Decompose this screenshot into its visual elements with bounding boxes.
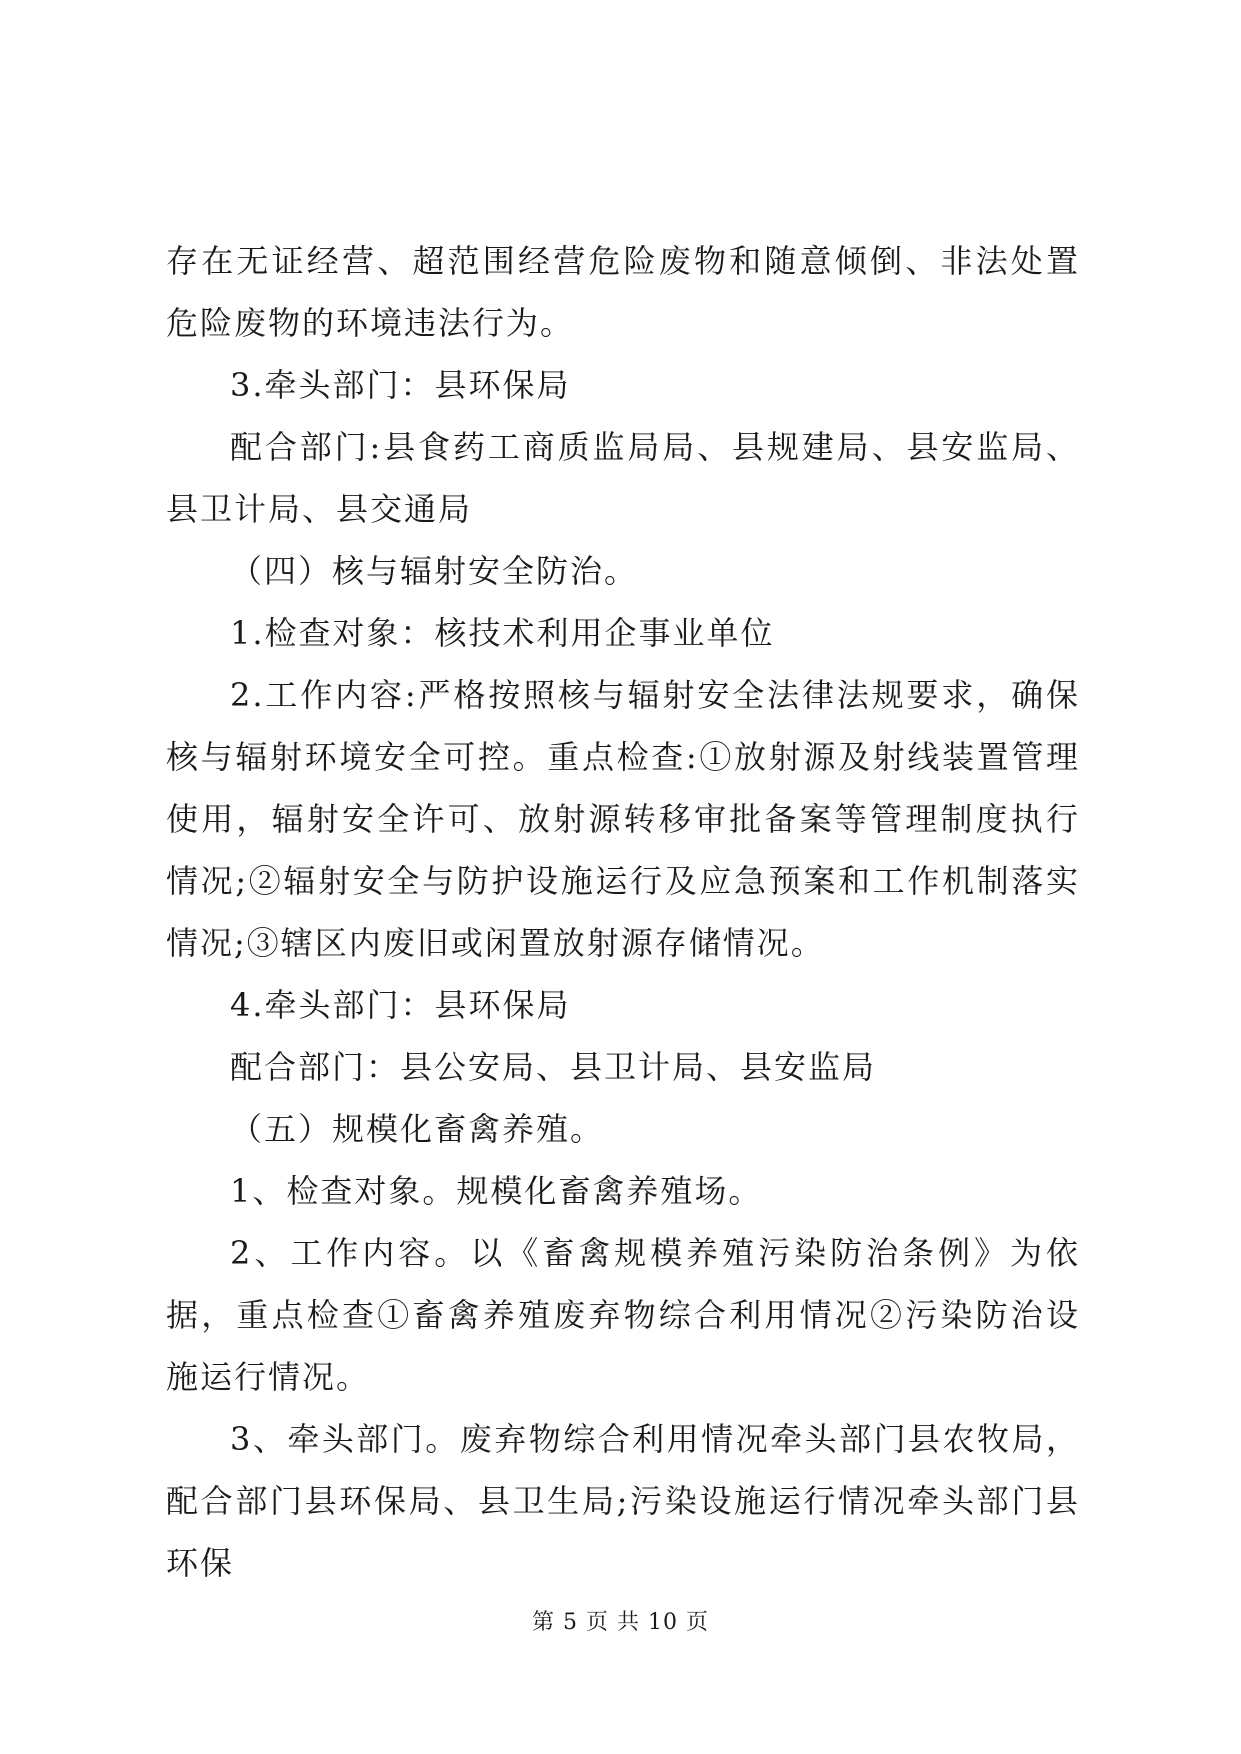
paragraph: 配合部门:县食药工商质监局局、县规建局、县安监局、县卫计局、县交通局 bbox=[166, 428, 1080, 528]
paragraph: 3.牵头部门：县环保局 bbox=[230, 366, 571, 404]
section-heading: （五）规模化畜禽养殖。 bbox=[230, 1110, 605, 1148]
page-footer: 第 5 页 共 10 页 bbox=[532, 1610, 709, 1635]
paragraph: 配合部门：县公安局、县卫计局、县安监局 bbox=[230, 1048, 877, 1086]
document-body bbox=[166, 230, 1080, 1594]
paragraph: 存在无证经营、超范围经营危险废物和随意倾倒、非法处置危险废物的环境违法行为。 bbox=[166, 242, 1080, 342]
paragraph: 2.工作内容:严格按照核与辐射安全法律法规要求，确保核与辐射环境安全可控。重点检查:①放射源及射线装置管理使用，辐射安全许可、放射源转移审批备案等管理制度执行情况;②辐射安全与防护设施运行及应急预案和工作机制落实情况;③辖区内废旧或闲置放射源存储情况。 bbox=[166, 676, 1080, 962]
paragraph: 4.牵头部门：县环保局 bbox=[230, 986, 571, 1024]
paragraph: 1.检查对象：核技术利用企事业单位 bbox=[230, 614, 775, 652]
paragraph: 1、检查对象。规模化畜禽养殖场。 bbox=[230, 1172, 763, 1210]
paragraph: 3、牵头部门。废弃物综合利用情况牵头部门县农牧局，配合部门县环保局、县卫生局;污染设施运行情况牵头部门县环保 bbox=[166, 1420, 1080, 1582]
section-heading: （四）核与辐射安全防治。 bbox=[230, 552, 639, 590]
paragraph: 2、工作内容。以《畜禽规模养殖污染防治条例》为依据，重点检查①畜禽养殖废弃物综合利用情况②污染防治设施运行情况。 bbox=[166, 1234, 1080, 1396]
